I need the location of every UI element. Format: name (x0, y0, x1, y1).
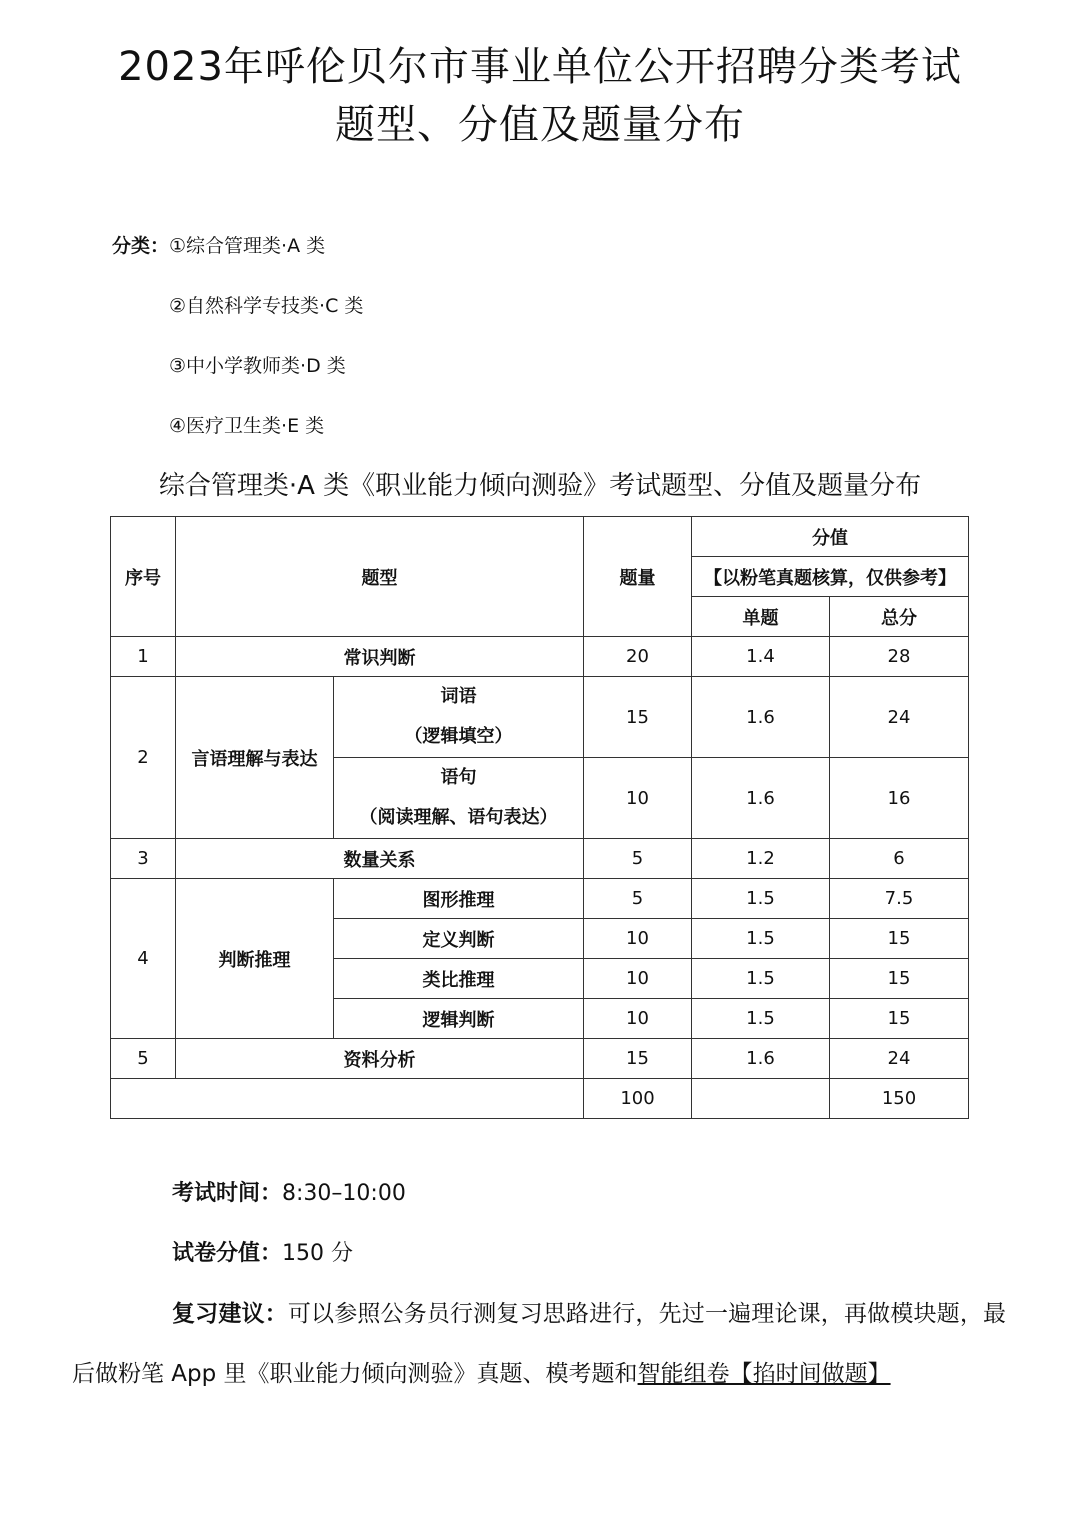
advice-link[interactable]: 智能组卷【掐时间做题】 (637, 1361, 891, 1387)
header-score: 分值 (692, 517, 969, 557)
cell-subtype: 定义判断 (334, 919, 584, 959)
table-row (111, 677, 969, 758)
category-row-3 (169, 348, 346, 384)
cell-total: 6 (830, 839, 969, 879)
table-row (111, 1039, 969, 1079)
header-total: 总分 (830, 597, 969, 637)
advice-label: 复习建议： (172, 1301, 288, 1327)
cell-sum-total: 150 (830, 1079, 969, 1119)
cell-count: 5 (584, 879, 692, 919)
category-item: ①综合管理类·A 类 (169, 235, 326, 257)
table-row (111, 839, 969, 879)
cell-single: 1.2 (692, 839, 830, 879)
cell-count: 5 (584, 839, 692, 879)
cell-single: 1.6 (692, 1039, 830, 1079)
review-advice (72, 1284, 1006, 1404)
cell-type: 资料分析 (176, 1039, 584, 1079)
cell-total: 15 (830, 959, 969, 999)
cell-sum-single-empty (692, 1079, 830, 1119)
advice-text: 可以参照公务员行测复习思路进行，先过一遍理论课，再做模块题，最后做粉笔 App 里《职业能力倾向测验》真题、模考题和 (72, 1301, 1007, 1387)
cell-type: 数量关系 (176, 839, 584, 879)
table-row (111, 879, 969, 919)
cell-total: 16 (830, 758, 969, 839)
cell-total: 15 (830, 999, 969, 1039)
subtype-line: 语句 (440, 767, 477, 788)
header-type: 题型 (176, 517, 584, 637)
cell-no: 2 (111, 677, 176, 839)
cell-single: 1.5 (692, 879, 830, 919)
exam-time-label: 考试时间： (172, 1181, 283, 1206)
cell-total: 15 (830, 919, 969, 959)
title-line-1: 2023年呼伦贝尔市事业单位公开招聘分类考试 (118, 44, 962, 90)
cell-type: 常识判断 (176, 637, 584, 677)
category-item: ④医疗卫生类·E 类 (169, 415, 325, 437)
cell-sum-count: 100 (584, 1079, 692, 1119)
header-count: 题量 (584, 517, 692, 637)
sum-row (111, 1079, 969, 1119)
exam-time (172, 1164, 406, 1224)
paper-score-value: 150 分 (282, 1241, 354, 1266)
category-row-1 (112, 228, 325, 264)
title-line-2: 题型、分值及题量分布 (335, 102, 745, 148)
category-item: ③中小学教师类·D 类 (169, 355, 346, 377)
cell-count: 15 (584, 1039, 692, 1079)
cell-count: 15 (584, 677, 692, 758)
subtype-line: （阅读理解、语句表达） (359, 807, 558, 828)
cell-subtype: 类比推理 (334, 959, 584, 999)
cell-count: 10 (584, 959, 692, 999)
subtype-line: （逻辑填空） (404, 726, 513, 747)
cell-sum-empty (111, 1079, 584, 1119)
cell-no: 5 (111, 1039, 176, 1079)
cell-single: 1.5 (692, 999, 830, 1039)
page-title (40, 38, 1040, 154)
cell-type: 判断推理 (176, 879, 334, 1039)
paper-score-label: 试卷分值： (172, 1241, 283, 1266)
category-item: ②自然科学专技类·C 类 (169, 295, 364, 317)
cell-count: 20 (584, 637, 692, 677)
cell-total: 24 (830, 677, 969, 758)
header-score-note: 【以粉笔真题核算，仅供参考】 (692, 557, 969, 597)
cell-total: 24 (830, 1039, 969, 1079)
cell-count: 10 (584, 999, 692, 1039)
cell-subtype (334, 677, 584, 758)
header-single: 单题 (692, 597, 830, 637)
cell-no: 3 (111, 839, 176, 879)
cell-single: 1.4 (692, 637, 830, 677)
cell-single: 1.5 (692, 959, 830, 999)
cell-count: 10 (584, 758, 692, 839)
exam-time-value: 8:30–10:00 (282, 1181, 406, 1206)
cell-no: 1 (111, 637, 176, 677)
header-no: 序号 (111, 517, 176, 637)
cell-count: 10 (584, 919, 692, 959)
cell-type: 言语理解与表达 (176, 677, 334, 839)
cell-total: 7.5 (830, 879, 969, 919)
cell-subtype: 图形推理 (334, 879, 584, 919)
cell-single: 1.5 (692, 919, 830, 959)
paper-score (172, 1224, 353, 1284)
cell-subtype: 逻辑判断 (334, 999, 584, 1039)
header-row (111, 517, 969, 557)
table-row (111, 637, 969, 677)
cell-single: 1.6 (692, 677, 830, 758)
cell-total: 28 (830, 637, 969, 677)
category-row-2 (169, 288, 363, 324)
table-title: 综合管理类·A 类《职业能力倾向测验》考试题型、分值及题量分布 (158, 471, 922, 501)
score-table (110, 516, 969, 1119)
category-row-4 (169, 408, 324, 444)
cell-subtype (334, 758, 584, 839)
category-label: 分类： (112, 235, 170, 257)
cell-single: 1.6 (692, 758, 830, 839)
subtype-line: 词语 (440, 686, 477, 707)
cell-no: 4 (111, 879, 176, 1039)
